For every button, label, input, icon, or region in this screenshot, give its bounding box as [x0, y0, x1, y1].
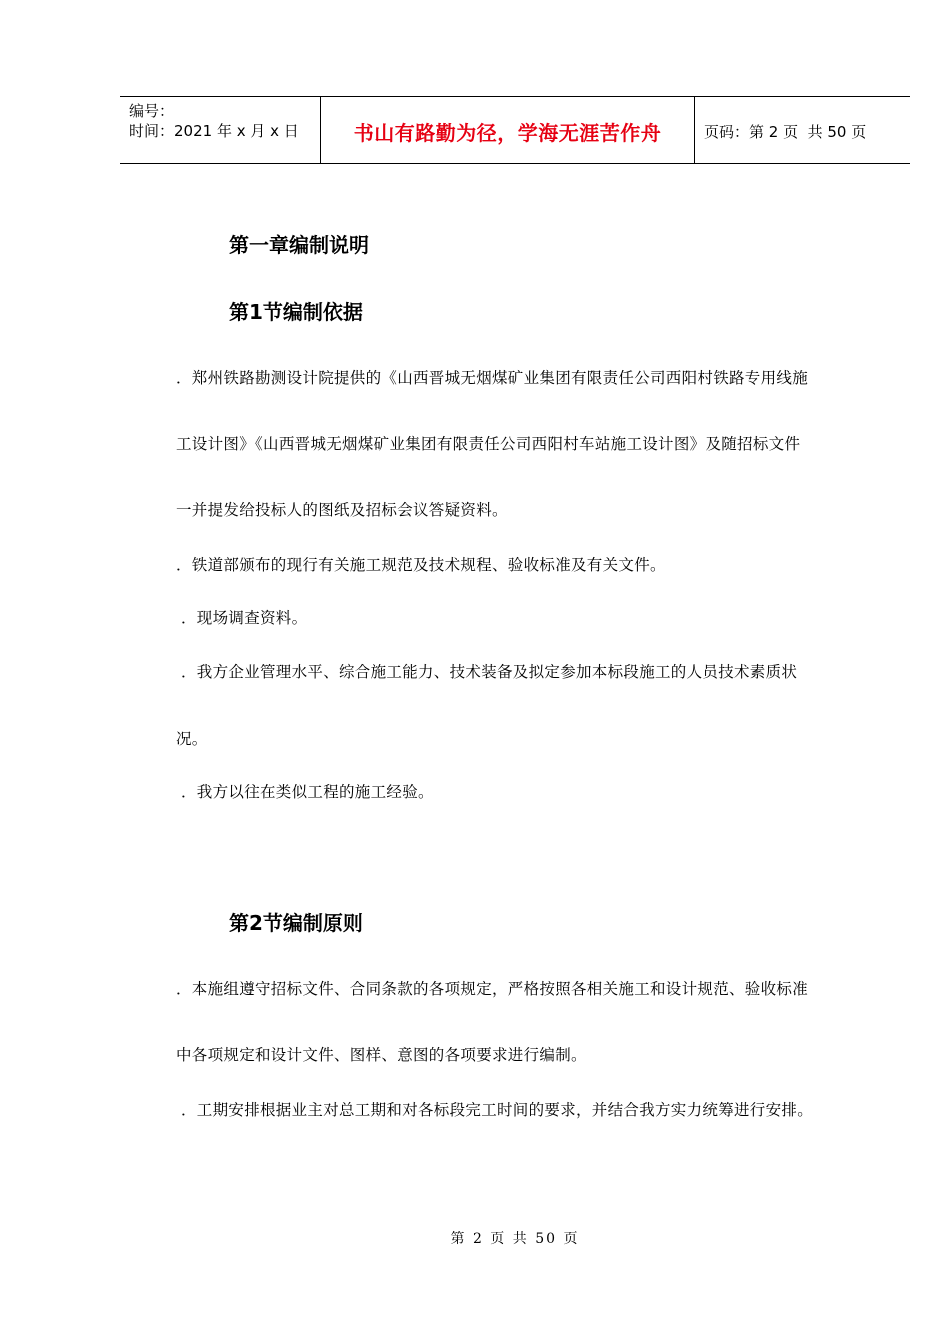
chapter-title: 第一章编制说明 [229, 233, 369, 257]
section-1-paragraph: 一并提发给投标人的图纸及招标会议答疑资料。 [176, 501, 508, 519]
document-number-label: 编号： [129, 102, 175, 120]
section-1-paragraph: 况。 [176, 730, 208, 748]
section-1-paragraph: ．我方企业管理水平、综合施工能力、技术装备及拟定参加本标段施工的人员技术素质状 [181, 663, 798, 681]
header-page-cell [695, 97, 910, 163]
header-table [120, 96, 910, 164]
section-2-paragraph: ．本施组遵守招标文件、合同条款的各项规定，严格按照各相关施工和设计规范、验收标准 [176, 980, 809, 998]
document-time-label: 时间：2021 年 x 月 x 日 [129, 122, 299, 140]
page-footer: 第 2 页 共 50 页 [450, 1231, 580, 1247]
section-2-title: 第2节编制原则 [229, 911, 363, 935]
header-page-code: 页码：第 2 页 共 50 页 [704, 122, 867, 141]
header-motto: 书山有路勤为径，学海无涯苦作舟 [353, 120, 662, 145]
section-1-title: 第1节编制依据 [229, 300, 363, 324]
section-1-paragraph: 工设计图》《山西晋城无烟煤矿业集团有限责任公司西阳村车站施工设计图》及随招标文件 [176, 435, 801, 453]
section-2-paragraph: 中各项规定和设计文件、图样、意图的各项要求进行编制。 [176, 1046, 587, 1064]
header-motto-cell [321, 97, 695, 163]
section-1-paragraph: ．铁道部颁布的现行有关施工规范及技术规程、验收标准及有关文件。 [176, 556, 666, 574]
section-1-paragraph: ．现场调查资料。 [181, 609, 308, 627]
section-1-paragraph: ．我方以往在类似工程的施工经验。 [181, 783, 434, 801]
section-1-paragraph: ．郑州铁路勘测设计院提供的《山西晋城无烟煤矿业集团有限责任公司西阳村铁路专用线施 [176, 369, 809, 387]
section-2-paragraph: ．工期安排根据业主对总工期和对各标段完工时间的要求，并结合我方实力统筹进行安排。 [181, 1101, 814, 1119]
header-meta-cell [120, 97, 321, 163]
